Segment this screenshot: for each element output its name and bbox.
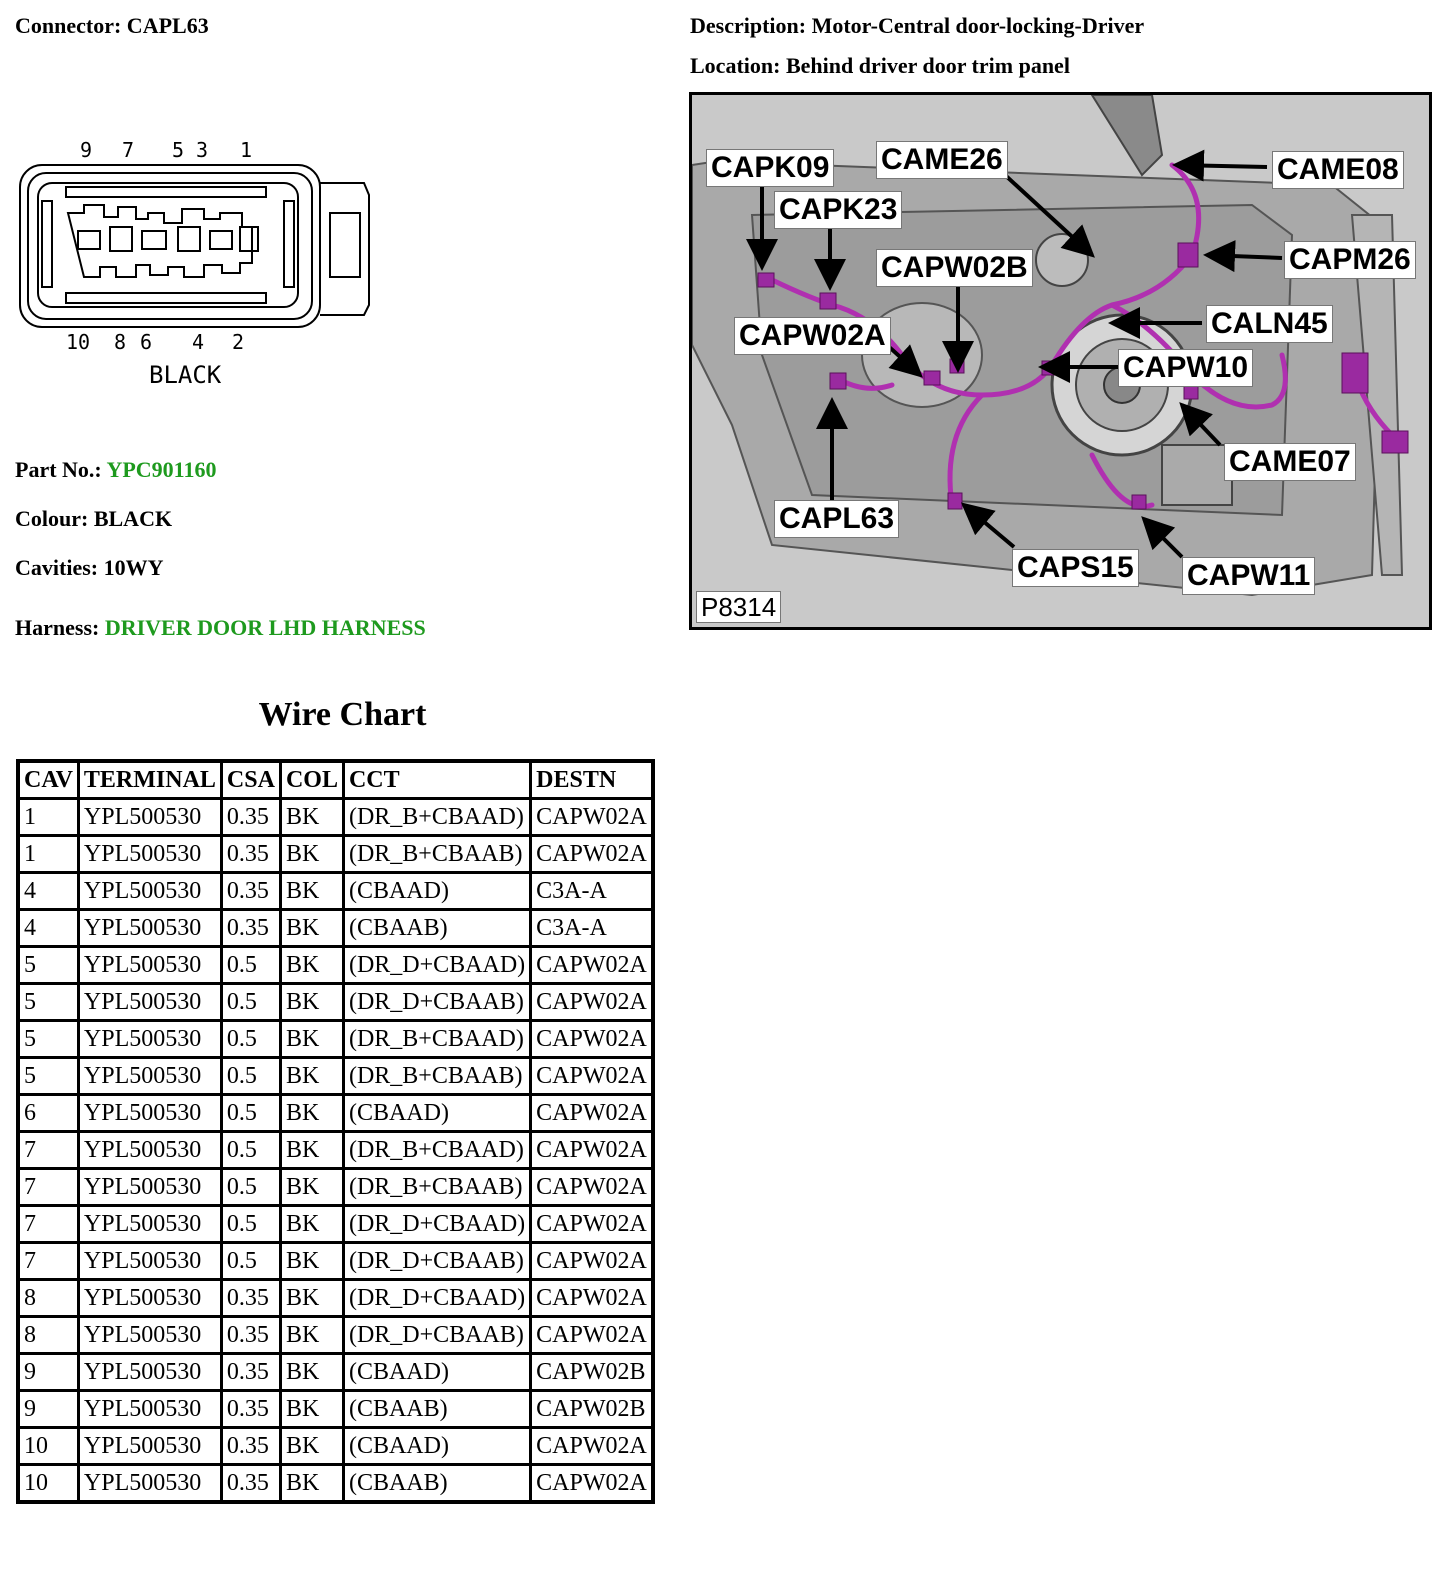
- location: [690, 55, 1070, 77]
- colour: [15, 508, 172, 530]
- table-cell: (CBAAD): [343, 873, 530, 910]
- table-cell: YPL500530: [78, 947, 221, 984]
- table-cell: 5: [18, 1021, 78, 1058]
- wire-chart-title: Wire Chart: [258, 696, 427, 733]
- table-cell: (CBAAD): [343, 1354, 530, 1391]
- pin-label: 9: [80, 138, 93, 162]
- table-cell: 6: [18, 1095, 78, 1132]
- connector-label: Connector: CAPL63: [15, 13, 209, 38]
- column-header: COL: [280, 761, 343, 799]
- table-cell: 0.35: [221, 836, 280, 873]
- table-cell: (CBAAB): [343, 1465, 530, 1503]
- table-cell: BK: [280, 984, 343, 1021]
- table-row: [18, 1243, 653, 1280]
- table-cell: 5: [18, 1058, 78, 1095]
- pin-label: 7: [122, 138, 135, 162]
- callout-label: CAME08: [1272, 151, 1404, 189]
- table-cell: (CBAAD): [343, 1095, 530, 1132]
- table-cell: CAPW02A: [531, 836, 653, 873]
- table-cell: (DR_B+CBAAD): [343, 1132, 530, 1169]
- table-cell: YPL500530: [78, 1206, 221, 1243]
- table-cell: BK: [280, 1465, 343, 1503]
- table-cell: (DR_D+CBAAB): [343, 984, 530, 1021]
- table-row: [18, 984, 653, 1021]
- callout-label: CAPK23: [774, 191, 902, 229]
- callout-label: CAME07: [1224, 443, 1356, 481]
- table-cell: CAPW02A: [531, 799, 653, 836]
- table-cell: CAPW02A: [531, 1206, 653, 1243]
- callout-label: CAPW11: [1182, 557, 1315, 595]
- harness-label: Harness:: [15, 615, 100, 640]
- table-row: [18, 1132, 653, 1169]
- location-value: Behind driver door trim panel: [785, 53, 1070, 78]
- table-cell: 1: [18, 836, 78, 873]
- table-cell: (DR_D+CBAAB): [343, 1317, 530, 1354]
- callout-label: CAME26: [876, 141, 1008, 179]
- picture-number: P8314: [696, 591, 781, 623]
- location-label: Location:: [690, 53, 781, 78]
- table-cell: 1: [18, 799, 78, 836]
- table-cell: CAPW02A: [531, 1132, 653, 1169]
- harness: [15, 617, 426, 639]
- pin-label: 3: [196, 138, 209, 162]
- table-cell: 4: [18, 910, 78, 947]
- table-cell: CAPW02A: [531, 1021, 653, 1058]
- table-cell: YPL500530: [78, 1391, 221, 1428]
- table-cell: CAPW02A: [531, 984, 653, 1021]
- description: [690, 15, 1144, 37]
- table-cell: 0.5: [221, 947, 280, 984]
- table-cell: YPL500530: [78, 1021, 221, 1058]
- pin-label: 6: [140, 330, 153, 354]
- table-row: [18, 1391, 653, 1428]
- table-cell: 10: [18, 1428, 78, 1465]
- table-cell: 0.35: [221, 1280, 280, 1317]
- table-cell: YPL500530: [78, 873, 221, 910]
- table-cell: (DR_D+CBAAD): [343, 947, 530, 984]
- table-cell: (DR_D+CBAAD): [343, 1280, 530, 1317]
- table-cell: (DR_D+CBAAD): [343, 1206, 530, 1243]
- table-cell: BK: [280, 799, 343, 836]
- table-cell: CAPW02A: [531, 1280, 653, 1317]
- table-cell: 0.35: [221, 1317, 280, 1354]
- table-cell: YPL500530: [78, 1428, 221, 1465]
- table-cell: BK: [280, 947, 343, 984]
- table-row: [18, 947, 653, 984]
- table-cell: 0.5: [221, 1058, 280, 1095]
- table-cell: CAPW02A: [531, 1095, 653, 1132]
- cavities: [15, 557, 163, 579]
- table-cell: 8: [18, 1317, 78, 1354]
- table-cell: 9: [18, 1354, 78, 1391]
- table-cell: CAPW02A: [531, 1317, 653, 1354]
- table-cell: BK: [280, 1132, 343, 1169]
- cavities-value: 10WY: [103, 555, 164, 580]
- table-cell: CAPW02A: [531, 1169, 653, 1206]
- table-cell: 4: [18, 873, 78, 910]
- table-cell: BK: [280, 1095, 343, 1132]
- table-cell: YPL500530: [78, 1095, 221, 1132]
- location-image: [689, 92, 1432, 630]
- table-cell: BK: [280, 1354, 343, 1391]
- part-no: [15, 459, 216, 481]
- colour-label: Colour:: [15, 506, 89, 531]
- pin-label: 1: [240, 138, 253, 162]
- table-cell: BK: [280, 836, 343, 873]
- callout-label: CALN45: [1206, 305, 1333, 343]
- table-cell: 0.35: [221, 799, 280, 836]
- callout-label: CAPL63: [774, 500, 899, 538]
- description-value: Motor-Central door-locking-Driver: [811, 13, 1145, 38]
- callout-label: CAPK09: [706, 149, 834, 187]
- table-cell: CAPW02B: [531, 1354, 653, 1391]
- table-cell: BK: [280, 1243, 343, 1280]
- table-cell: C3A-A: [531, 910, 653, 947]
- table-cell: YPL500530: [78, 836, 221, 873]
- table-cell: 0.5: [221, 1021, 280, 1058]
- table-cell: CAPW02A: [531, 1428, 653, 1465]
- table-row: [18, 1428, 653, 1465]
- table-cell: 0.5: [221, 1132, 280, 1169]
- table-cell: CAPW02A: [531, 1243, 653, 1280]
- table-cell: 0.35: [221, 1465, 280, 1503]
- table-cell: YPL500530: [78, 1465, 221, 1503]
- table-cell: (CBAAB): [343, 910, 530, 947]
- table-cell: 0.35: [221, 1354, 280, 1391]
- table-cell: (DR_B+CBAAD): [343, 1021, 530, 1058]
- table-cell: 8: [18, 1280, 78, 1317]
- table-cell: C3A-A: [531, 873, 653, 910]
- table-cell: 0.5: [221, 1206, 280, 1243]
- table-cell: 7: [18, 1243, 78, 1280]
- callout-label: CAPW10: [1118, 349, 1253, 387]
- callout-label: CAPS15: [1012, 549, 1139, 587]
- wire-chart-table: [16, 759, 655, 1504]
- table-cell: YPL500530: [78, 1317, 221, 1354]
- column-header: CAV: [18, 761, 78, 799]
- cavities-label: Cavities:: [15, 555, 99, 580]
- table-row: [18, 1021, 653, 1058]
- colour-value: BLACK: [93, 506, 173, 531]
- table-cell: 0.5: [221, 1243, 280, 1280]
- part-no-link[interactable]: YPC901160: [106, 457, 217, 482]
- table-cell: (DR_B+CBAAB): [343, 1169, 530, 1206]
- connector-diagram: [14, 135, 384, 395]
- table-cell: BK: [280, 1206, 343, 1243]
- table-cell: BK: [280, 1428, 343, 1465]
- pin-label: 10: [66, 330, 91, 354]
- table-cell: 7: [18, 1169, 78, 1206]
- table-cell: 0.5: [221, 984, 280, 1021]
- table-cell: YPL500530: [78, 1058, 221, 1095]
- table-cell: 0.5: [221, 1095, 280, 1132]
- table-cell: BK: [280, 1058, 343, 1095]
- table-cell: CAPW02B: [531, 1391, 653, 1428]
- table-cell: BK: [280, 1280, 343, 1317]
- table-row: [18, 1169, 653, 1206]
- table-cell: 7: [18, 1206, 78, 1243]
- table-cell: (DR_B+CBAAB): [343, 836, 530, 873]
- table-cell: 0.5: [221, 1169, 280, 1206]
- callout-label: CAPW02A: [734, 317, 891, 355]
- pin-label: 5: [172, 138, 185, 162]
- pin-label: 2: [232, 330, 245, 354]
- table-row: [18, 1465, 653, 1503]
- table-row: [18, 1354, 653, 1391]
- table-header-row: [18, 761, 653, 799]
- table-cell: BK: [280, 1169, 343, 1206]
- table-cell: (DR_B+CBAAB): [343, 1058, 530, 1095]
- table-cell: (CBAAB): [343, 1391, 530, 1428]
- column-header: DESTN: [531, 761, 653, 799]
- part-no-label: Part No.:: [15, 457, 102, 482]
- table-cell: (DR_D+CBAAB): [343, 1243, 530, 1280]
- table-cell: 5: [18, 947, 78, 984]
- table-cell: 7: [18, 1132, 78, 1169]
- table-cell: YPL500530: [78, 1354, 221, 1391]
- table-row: [18, 836, 653, 873]
- table-row: [18, 873, 653, 910]
- table-cell: (DR_B+CBAAD): [343, 799, 530, 836]
- table-cell: YPL500530: [78, 799, 221, 836]
- table-row: [18, 910, 653, 947]
- table-cell: YPL500530: [78, 1280, 221, 1317]
- callout-label: CAPM26: [1284, 241, 1416, 279]
- harness-link[interactable]: DRIVER DOOR LHD HARNESS: [104, 615, 426, 640]
- table-row: [18, 1317, 653, 1354]
- table-cell: (CBAAD): [343, 1428, 530, 1465]
- table-cell: 10: [18, 1465, 78, 1503]
- table-cell: YPL500530: [78, 910, 221, 947]
- table-cell: YPL500530: [78, 1169, 221, 1206]
- table-cell: 0.35: [221, 1428, 280, 1465]
- table-cell: CAPW02A: [531, 1058, 653, 1095]
- table-cell: CAPW02A: [531, 947, 653, 984]
- table-cell: YPL500530: [78, 1243, 221, 1280]
- table-cell: 0.35: [221, 1391, 280, 1428]
- table-cell: CAPW02A: [531, 1465, 653, 1503]
- table-row: [18, 799, 653, 836]
- table-cell: BK: [280, 1317, 343, 1354]
- pin-label: 4: [192, 330, 205, 354]
- column-header: TERMINAL: [78, 761, 221, 799]
- table-cell: YPL500530: [78, 984, 221, 1021]
- table-cell: BK: [280, 873, 343, 910]
- table-cell: YPL500530: [78, 1132, 221, 1169]
- table-row: [18, 1280, 653, 1317]
- table-cell: BK: [280, 1021, 343, 1058]
- table-row: [18, 1058, 653, 1095]
- pin-label: 8: [114, 330, 127, 354]
- table-cell: BK: [280, 910, 343, 947]
- connector-colour-text: BLACK: [149, 361, 222, 389]
- table-cell: BK: [280, 1391, 343, 1428]
- table-cell: 0.35: [221, 873, 280, 910]
- table-cell: 0.35: [221, 910, 280, 947]
- callout-label: CAPW02B: [876, 249, 1033, 287]
- table-cell: 5: [18, 984, 78, 1021]
- column-header: CCT: [343, 761, 530, 799]
- column-header: CSA: [221, 761, 280, 799]
- table-row: [18, 1206, 653, 1243]
- table-cell: 9: [18, 1391, 78, 1428]
- table-row: [18, 1095, 653, 1132]
- description-label: Description:: [690, 13, 807, 38]
